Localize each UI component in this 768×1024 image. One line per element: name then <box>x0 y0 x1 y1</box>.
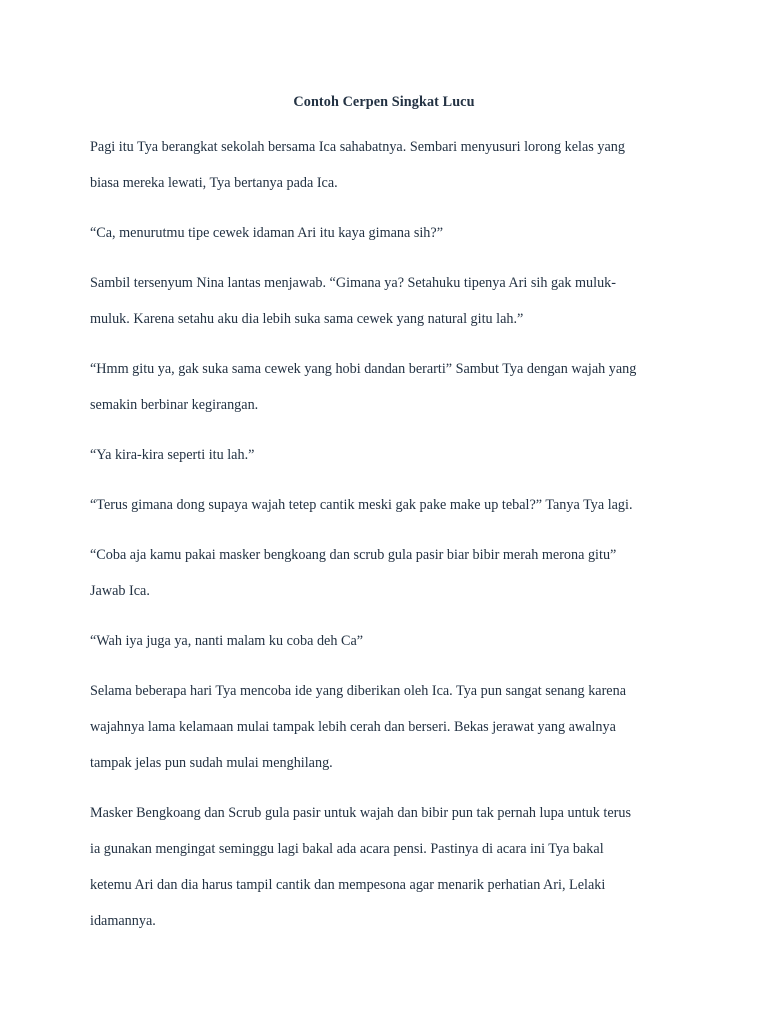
paragraph-10 <box>90 795 690 939</box>
paragraph-line: “Wah iya juga ya, nanti malam ku coba deh Ca” <box>90 633 364 649</box>
paragraph-6 <box>90 487 690 523</box>
paragraph-line: ia gunakan mengingat seminggu lagi bakal ada acara pensi. Pastinya di acara ini Tya bakal <box>90 841 604 857</box>
paragraph-line: Masker Bengkoang dan Scrub gula pasir untuk wajah dan bibir pun tak pernah lupa untuk terus <box>90 805 631 821</box>
paragraph-line: Pagi itu Tya berangkat sekolah bersama Ica sahabatnya. Sembari menyusuri lorong kelas yang <box>90 139 625 155</box>
paragraph-line: “Coba aja kamu pakai masker bengkoang dan scrub gula pasir biar bibir merah merona gitu” <box>90 547 617 563</box>
paragraph-line: “Ca, menurutmu tipe cewek idaman Ari itu kaya gimana sih?” <box>90 225 443 241</box>
paragraph-line: “Ya kira-kira seperti itu lah.” <box>90 447 255 463</box>
paragraph-5 <box>90 437 690 473</box>
paragraph-8 <box>90 623 690 659</box>
paragraph-line: Jawab Ica. <box>90 583 150 599</box>
paragraph-line: muluk. Karena setahu aku dia lebih suka sama cewek yang natural gitu lah.” <box>90 311 524 327</box>
paragraph-line: idamannya. <box>90 913 156 929</box>
paragraph-line: “Terus gimana dong supaya wajah tetep cantik meski gak pake make up tebal?” Tanya Tya lagi. <box>90 497 633 513</box>
paragraph-line: “Hmm gitu ya, gak suka sama cewek yang hobi dandan berarti” Sambut Tya dengan wajah yang <box>90 361 637 377</box>
paragraph-line: ketemu Ari dan dia harus tampil cantik dan mempesona agar menarik perhatian Ari, Lelaki <box>90 877 606 893</box>
document-title: Contoh Cerpen Singkat Lucu <box>293 94 475 110</box>
paragraph-9 <box>90 673 690 781</box>
paragraph-line: wajahnya lama kelamaan mulai tampak lebih cerah dan berseri. Bekas jerawat yang awalnya <box>90 719 616 735</box>
paragraph-1 <box>90 129 690 201</box>
paragraph-2 <box>90 215 690 251</box>
paragraph-7 <box>90 537 690 609</box>
paragraph-4 <box>90 351 690 423</box>
paragraph-line: tampak jelas pun sudah mulai menghilang. <box>90 755 333 771</box>
paragraph-line: Selama beberapa hari Tya mencoba ide yang diberikan oleh Ica. Tya pun sangat senang karena <box>90 683 626 699</box>
paragraph-3 <box>90 265 690 337</box>
paragraph-line: Sambil tersenyum Nina lantas menjawab. “Gimana ya? Setahuku tipenya Ari sih gak muluk- <box>90 275 616 291</box>
paragraph-line: biasa mereka lewati, Tya bertanya pada Ica. <box>90 175 338 191</box>
paragraph-line: semakin berbinar kegirangan. <box>90 397 259 413</box>
